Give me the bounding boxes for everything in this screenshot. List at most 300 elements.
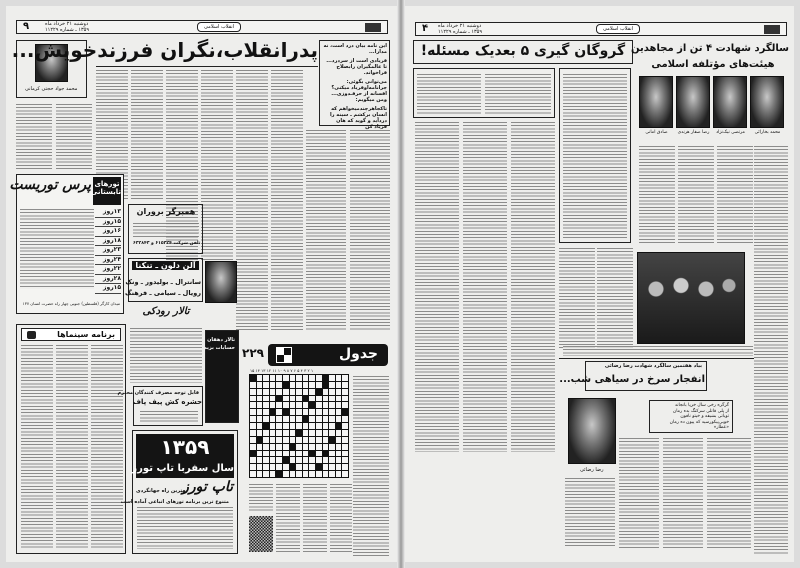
crossword-cell — [316, 451, 322, 457]
crossword-cell — [342, 382, 348, 388]
crossword-cell — [336, 444, 342, 450]
crossword-cell — [263, 430, 269, 436]
crossword-cell — [342, 402, 348, 408]
crossword-cell — [329, 464, 335, 470]
headline-rule — [96, 66, 318, 67]
crossword-cell — [263, 396, 269, 402]
crossword-cell — [342, 444, 348, 450]
crossword-cell — [270, 402, 276, 408]
crossword-cell — [276, 464, 282, 470]
crossword-number: ۲۲۹ — [242, 346, 264, 360]
crossword-cell — [336, 402, 342, 408]
crossword-cell — [323, 430, 329, 436]
crossword-cell — [329, 457, 335, 463]
crossword-cell — [323, 451, 329, 457]
crossword-cell — [303, 423, 309, 429]
crossword-cell — [329, 396, 335, 402]
crossword-cell — [263, 437, 269, 443]
crossword-cell — [316, 471, 322, 477]
crossword-cell — [309, 396, 315, 402]
crossword-cell — [283, 396, 289, 402]
crossword-cell — [290, 382, 296, 388]
crossword-cell — [270, 389, 276, 395]
crossword-cell — [263, 451, 269, 457]
crossword-cell — [263, 382, 269, 388]
crossword-cell — [250, 389, 256, 395]
ad-description: متنوع ترین برنامه تورهای اتباعی آماده است — [120, 499, 229, 505]
spine — [397, 0, 405, 568]
crossword-cell — [250, 382, 256, 388]
crossword-cell — [257, 409, 263, 415]
crossword-cell — [316, 416, 322, 422]
crossword-cell — [336, 471, 342, 477]
crossword-cell — [309, 389, 315, 395]
crossword-cell — [296, 430, 302, 436]
martyr-photo — [676, 76, 710, 128]
martyr-portrait — [713, 76, 748, 142]
crossword-cell — [250, 416, 256, 422]
crossword-cell — [323, 444, 329, 450]
tagline: بهترین راه جهانگردی — [136, 488, 188, 494]
tour-duration: ۱۵روز — [95, 284, 121, 294]
crossword-cell — [276, 396, 282, 402]
crossword-cell — [329, 444, 335, 450]
crossword-cell — [303, 444, 309, 450]
tour-duration: ۲۴روز — [95, 256, 121, 266]
crossword-cell — [323, 409, 329, 415]
crossword-cell — [336, 382, 342, 388]
crossword-cell — [342, 416, 348, 422]
crossword-cell — [316, 409, 322, 415]
crossword-cell — [316, 382, 322, 388]
crossword-cell — [296, 382, 302, 388]
crossword-cell — [290, 464, 296, 470]
crossword-cell — [329, 437, 335, 443]
crossword-cell — [296, 396, 302, 402]
crossword-cell — [336, 375, 342, 381]
crossword-cell — [290, 396, 296, 402]
crossword-cell — [257, 437, 263, 443]
crossword-cell — [323, 382, 329, 388]
right-page — [405, 6, 794, 562]
crossword-cell — [303, 457, 309, 463]
quote-box: این نامه بیان درد است، نه مدارا... فریادی است از سردرد... تا عالمگیران رابصلاح فراخواند. می‌توانی بگوئی: چرانامه‌اوفریاد میکنی؟ افسانه از حرفـدوزی... ومن میگویم: تاکجاهرچندمیخواهم که انسان برکشم ـ سینه را دردآید و گوید که هان فریاد کن — [319, 40, 390, 126]
crossword-cell — [336, 437, 342, 443]
tour-duration: ۱۸روز — [95, 237, 121, 247]
rezaei-headline: انفجار سرخ در سیاهی شب... — [559, 374, 705, 385]
crossword-cell — [303, 464, 309, 470]
crossword-cell — [257, 464, 263, 470]
poem-box: گرگره رخی سال خزیا بانجاند از پلی قاتلی سرکنگ بده رمان توباتی بشیفه و خیتو نافون خوبی‌پیکورسید که پیون ده رمان «عطار» — [649, 400, 733, 433]
pars-tourist-title: پرس توریست — [9, 177, 91, 193]
crossword-logo-icon — [276, 347, 292, 363]
crossword-cell — [303, 471, 309, 477]
top-tours-ad — [120, 430, 238, 554]
crossword-cell — [263, 471, 269, 477]
crossword-cell — [283, 382, 289, 388]
crossword-cell — [316, 402, 322, 408]
crossword-cell — [250, 444, 256, 450]
crossword-cell — [290, 451, 296, 457]
crossword-cell — [270, 457, 276, 463]
masthead-logo — [764, 25, 780, 34]
crossword-cell — [323, 396, 329, 402]
crossword-cell — [303, 416, 309, 422]
crossword-cell — [336, 457, 342, 463]
tour-duration: ۲۸روز — [95, 275, 121, 285]
crossword-cell — [336, 464, 342, 470]
crossword-cell — [309, 402, 315, 408]
crossword-cell — [303, 451, 309, 457]
crossword-cell — [263, 402, 269, 408]
crossword-cell — [342, 464, 348, 470]
crossword-cell — [336, 416, 342, 422]
crossword-cell — [250, 396, 256, 402]
crossword-grid — [249, 374, 349, 478]
crossword-cell — [336, 423, 342, 429]
crossword-cell — [250, 464, 256, 470]
crossword-cell — [276, 457, 282, 463]
pesticide-title: قابل توجه مصرف کنندگان محترم — [117, 390, 199, 396]
crossword-cell — [276, 402, 282, 408]
year-number: ۱۳۵۹ — [160, 435, 210, 459]
crossword-cell — [276, 382, 282, 388]
crossword-cell — [316, 444, 322, 450]
crossword-cell — [329, 416, 335, 422]
crossword-cell — [303, 430, 309, 436]
crossword-cell — [290, 430, 296, 436]
crossword-cell — [250, 423, 256, 429]
page-header — [16, 20, 388, 34]
crossword-cell — [283, 430, 289, 436]
tour-duration: ۲۳روز — [95, 246, 121, 256]
martyr-portrait — [676, 76, 711, 142]
crossword-cell — [309, 464, 315, 470]
crossword-cell — [276, 375, 282, 381]
crossword-cell — [270, 423, 276, 429]
crossword-cell — [296, 409, 302, 415]
crossword-header — [268, 344, 388, 366]
crossword-cell — [290, 416, 296, 422]
crossword-cell — [290, 444, 296, 450]
issue: ۱۳۵۹ ـ شماره ۱۱۲۲۹ — [45, 27, 90, 33]
martyr-portraits — [639, 76, 787, 142]
top-tours-banner — [131, 434, 234, 478]
crossword-cell — [336, 409, 342, 415]
pesticide-product: حشره کش پیف پاف — [132, 398, 202, 406]
crossword-cell — [257, 444, 263, 450]
group-photo-people — [641, 268, 741, 338]
crossword-cell — [283, 409, 289, 415]
crossword-cell — [270, 437, 276, 443]
crossword-cell — [309, 416, 315, 422]
crossword-cell — [329, 402, 335, 408]
crossword-cell — [323, 389, 329, 395]
crossword-column-numbers: ۱ ۲ ۳ ۴ ۵ ۶ ۷ ۸ ۹ ۱۰ ۱۱ ۱۲ ۱۳ ۱۴ ۱۵ — [250, 368, 314, 373]
crossword-cell — [296, 402, 302, 408]
crossword-cell — [316, 389, 322, 395]
hamgar-ad — [128, 204, 203, 254]
crossword-cell — [329, 382, 335, 388]
crossword-cell — [276, 430, 282, 436]
crossword-cell — [276, 471, 282, 477]
crossword-cell — [257, 396, 263, 402]
crossword-cell — [323, 402, 329, 408]
crossword-cell — [342, 451, 348, 457]
crossword-cell — [309, 375, 315, 381]
crossword-cell — [323, 375, 329, 381]
dark-notice — [205, 330, 239, 423]
crossword-cell — [296, 389, 302, 395]
crossword-cell — [283, 451, 289, 457]
crossword-cell — [283, 437, 289, 443]
crossword-cell — [257, 382, 263, 388]
crossword-title: جدول — [338, 346, 378, 362]
martyr-caption: محمد بخارائی — [754, 130, 781, 135]
crossword-cell — [276, 409, 282, 415]
crossword-cell — [250, 402, 256, 408]
crossword-cell — [316, 464, 322, 470]
cinema-title-box — [21, 328, 121, 341]
crossword-cell — [303, 396, 309, 402]
crossword-cell — [323, 423, 329, 429]
headline: پدرانقلاب،نگران فرزندخویش... — [11, 38, 318, 62]
left-page — [6, 6, 397, 562]
child-photo — [205, 261, 237, 303]
crossword-cell — [257, 375, 263, 381]
crossword-cell — [296, 451, 302, 457]
crossword-cell — [257, 471, 263, 477]
crossword-cell — [309, 409, 315, 415]
martyr-photo — [750, 76, 784, 128]
crossword-cell — [323, 437, 329, 443]
crossword-cell — [296, 464, 302, 470]
crossword-cell — [342, 396, 348, 402]
crossword-cell — [283, 416, 289, 422]
crossword-cell — [342, 423, 348, 429]
crossword-cell — [263, 389, 269, 395]
crossword-cell — [329, 389, 335, 395]
crossword-cell — [257, 430, 263, 436]
crossword-cell — [263, 457, 269, 463]
page-number: ۹ — [23, 21, 30, 32]
crossword-cell — [316, 375, 322, 381]
crossword-cell — [257, 457, 263, 463]
crossword-cell — [270, 451, 276, 457]
pars-tourist-subtitle: تورهای تابستانی — [93, 177, 121, 205]
martyr-portrait — [639, 76, 674, 142]
crossword-cell — [270, 409, 276, 415]
hostage-headline: گروگان گیری ۵ بعدیک مسئله! — [420, 43, 626, 59]
crossword-cell — [336, 396, 342, 402]
crossword-cell — [263, 409, 269, 415]
crossword-cell — [263, 416, 269, 422]
crossword-cell — [303, 437, 309, 443]
rezaei-caption: رضا رضائی — [580, 467, 604, 473]
dark-notice-subtitle: حسابات بزید — [204, 345, 235, 351]
section-label: انقلاب اسلامی — [197, 22, 241, 32]
crossword-cell — [323, 471, 329, 477]
cinema-program — [16, 324, 126, 554]
hamgar-title: همبرگر بروران — [136, 207, 196, 216]
crossword-cell — [270, 430, 276, 436]
tour-durations — [95, 208, 121, 294]
crossword-cell — [283, 471, 289, 477]
crossword-cell — [323, 416, 329, 422]
crossword-cell — [257, 402, 263, 408]
martyr-portrait — [750, 76, 785, 142]
crossword-cell — [250, 471, 256, 477]
crossword-cell — [329, 375, 335, 381]
crossword-cell — [323, 457, 329, 463]
crossword-cell — [316, 423, 322, 429]
crossword-cell — [336, 389, 342, 395]
crossword-cell — [296, 375, 302, 381]
crossword-cell — [329, 409, 335, 415]
crossword-cell — [263, 375, 269, 381]
crossword-cell — [290, 389, 296, 395]
alan-delon-line: سانترال ـ بولیدور ـ ونک — [125, 278, 201, 286]
masthead-logo — [365, 23, 381, 32]
crossword-cell — [342, 409, 348, 415]
crossword-cell — [250, 375, 256, 381]
tour-duration: ۱۶روز — [95, 227, 121, 237]
crossword-cell — [303, 382, 309, 388]
slogan: سال سفربا تاپ تورز — [131, 463, 234, 474]
section-divider — [559, 358, 754, 359]
crossword-cell — [329, 423, 335, 429]
crossword-cell — [257, 451, 263, 457]
crossword-cell — [250, 430, 256, 436]
crossword-cell — [329, 471, 335, 477]
martyr-caption: رضا صفار هرندی — [677, 130, 710, 135]
crossword-cell — [303, 375, 309, 381]
crossword-cell — [336, 430, 342, 436]
martyr-caption: صادق امانی — [645, 130, 668, 135]
crossword-cell — [276, 389, 282, 395]
section-label: انقلاب اسلامی — [596, 24, 640, 34]
date: دوشنبه ۲۱ خرداد ماه — [45, 21, 89, 27]
crossword-cell — [296, 416, 302, 422]
issue: ۱۳۵۹ ـ شماره ۱۱۲۲۹ — [438, 29, 483, 35]
hamgar-phones: تلفن شرکت ۶۱۵۳۲۴ و ۶۳۲۸۴۳ — [133, 241, 201, 246]
crossword-cell — [309, 430, 315, 436]
brand-logo: تاپ تورز — [182, 479, 233, 495]
crossword-cell — [283, 402, 289, 408]
tour-duration: ۱۳روز — [95, 208, 121, 218]
crossword-cell — [250, 409, 256, 415]
dark-notice-title: تالار دهقان — [207, 337, 235, 343]
crossword-cell — [303, 402, 309, 408]
pars-tourist-address: میدان کارگر (فلسطین) جنوبی چهار راه حضرت انسان ۱۳۷ — [22, 301, 120, 306]
crossword-cell — [309, 471, 315, 477]
crossword-cell — [276, 451, 282, 457]
crossword-cell — [316, 396, 322, 402]
tour-duration: ۲۲روز — [95, 265, 121, 275]
crossword-cell — [283, 423, 289, 429]
crossword-cell — [342, 471, 348, 477]
crossword-cell — [283, 389, 289, 395]
alan-delon-ad — [124, 258, 203, 302]
crossword-cell — [290, 402, 296, 408]
crossword-cell — [296, 423, 302, 429]
crossword-cell — [290, 423, 296, 429]
crossword-cell — [296, 444, 302, 450]
crossword-cell — [329, 451, 335, 457]
crossword-cell — [309, 444, 315, 450]
crossword-cell — [329, 430, 335, 436]
crossword-cell — [250, 437, 256, 443]
martyr-caption: مرتضی نیک‌نژاد — [716, 130, 745, 135]
crossword-cell — [303, 409, 309, 415]
talar-roudaki-title: تالار رودکی — [142, 306, 190, 317]
crossword-cell — [263, 444, 269, 450]
crossword-cell — [296, 457, 302, 463]
crossword-cell — [290, 457, 296, 463]
crossword-cell — [342, 457, 348, 463]
crossword-cell — [250, 451, 256, 457]
tour-duration: ۱۵روز — [95, 218, 121, 228]
crossword-cell — [342, 375, 348, 381]
pars-tourist-ad — [9, 174, 124, 314]
crossword-cell — [283, 444, 289, 450]
crossword-cell — [270, 416, 276, 422]
rezaei-photo — [568, 398, 616, 464]
crossword-cell — [309, 382, 315, 388]
crossword-cell — [270, 382, 276, 388]
crossword-cell — [342, 389, 348, 395]
crossword-cell — [316, 430, 322, 436]
crossword-cell — [270, 444, 276, 450]
portrait-caption: محمد جواد حجتی کرمانی — [25, 86, 78, 92]
crossword-cell — [270, 375, 276, 381]
crossword-cell — [276, 437, 282, 443]
martyr-photo — [713, 76, 747, 128]
crossword-cell — [316, 457, 322, 463]
crossword-cell — [309, 437, 315, 443]
crossword-cell — [276, 444, 282, 450]
crossword-cell — [323, 464, 329, 470]
alan-delon-title: آلن دلون ـ تنکنا — [132, 261, 199, 270]
crossword-solution-image — [249, 516, 273, 552]
crossword-cell — [303, 389, 309, 395]
crossword-cell — [309, 451, 315, 457]
crossword-cell — [342, 437, 348, 443]
crossword-cell — [257, 416, 263, 422]
rezaei-kicker: بیاد هفتمین سالگرد شهادت رضا رضائی — [604, 363, 702, 369]
date: دوشنبه ۲۱ خرداد ماه — [438, 23, 482, 29]
page-number: ۴ — [422, 23, 429, 34]
crossword-cell — [290, 409, 296, 415]
crossword-cell — [296, 471, 302, 477]
martyr-photo — [639, 76, 673, 128]
crossword-cell — [283, 375, 289, 381]
crossword-cell — [263, 464, 269, 470]
crossword-cell — [316, 437, 322, 443]
crossword-cell — [283, 464, 289, 470]
crossword-cell — [290, 471, 296, 477]
crossword-cell — [270, 471, 276, 477]
crossword-cell — [309, 457, 315, 463]
crossword-cell — [270, 396, 276, 402]
crossword-cell — [276, 416, 282, 422]
crossword-cell — [336, 451, 342, 457]
pesticide-ad — [117, 386, 203, 426]
crossword-cell — [257, 389, 263, 395]
crossword-cell — [296, 437, 302, 443]
page-header — [415, 22, 787, 36]
crossword-cell — [263, 423, 269, 429]
